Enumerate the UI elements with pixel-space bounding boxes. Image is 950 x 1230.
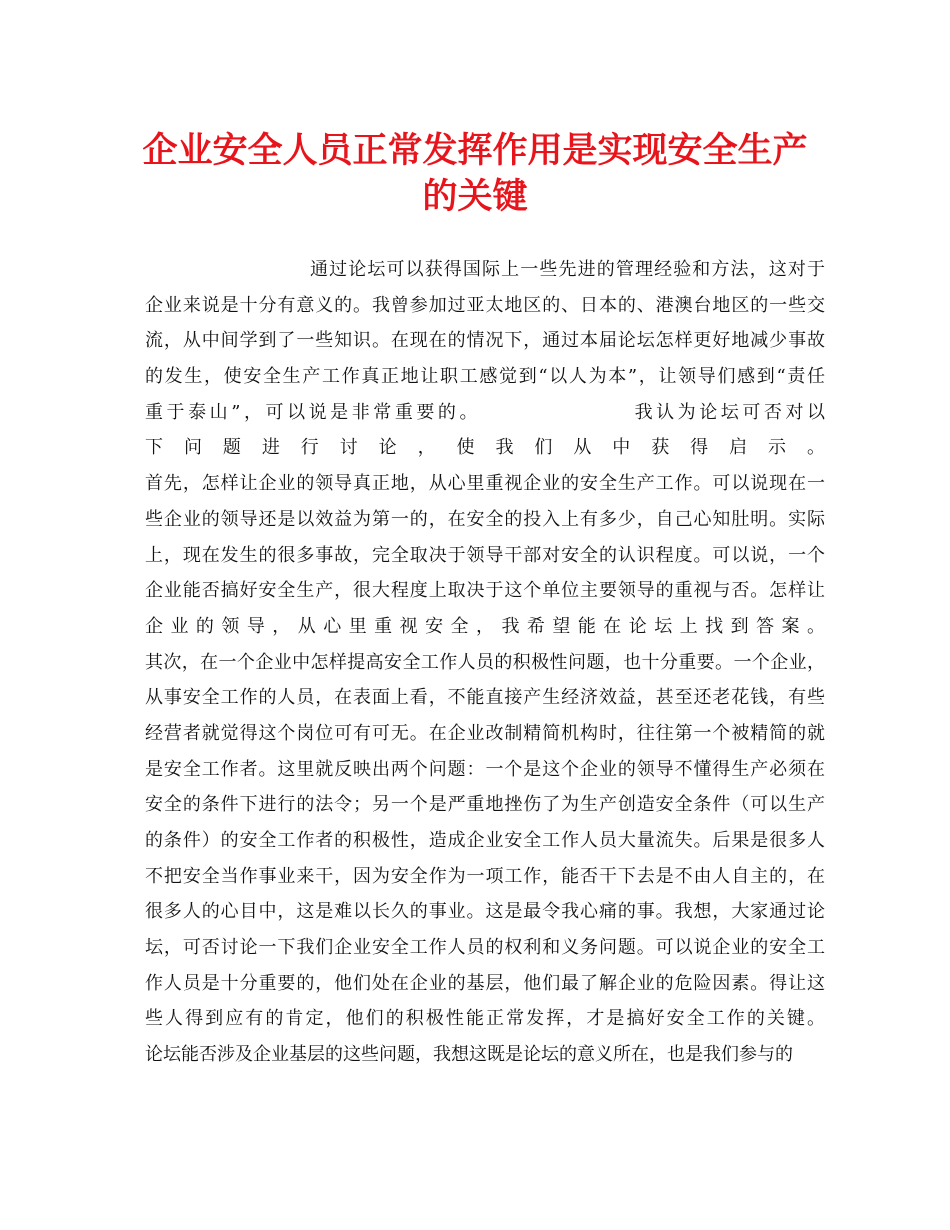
paragraph-line: 其次，在一个企业中怎样提高安全工作人员的积极性问题，也十分重要。一个企业， xyxy=(145,651,825,673)
paragraph-line: 企业来说是十分有意义的。我曾参加过亚太地区的、日本的、港澳台地区的一些交 xyxy=(145,294,825,316)
paragraph-line xyxy=(145,395,825,431)
document-title-line-2: 的关键 xyxy=(422,176,528,217)
paragraph-line: 上，现在发生的很多事故，完全取决于领导干部对安全的认识程度。可以说，一个 xyxy=(145,544,825,566)
paragraph-line: 安全的条件下进行的法令；另一个是严重地挫伤了为生产创造安全条件（可以生产 xyxy=(145,794,825,816)
paragraph-line: 的条件）的安全工作者的积极性，造成企业安全工作人员大量流失。后果是很多人 xyxy=(145,830,825,851)
paragraph-line: 些人得到应有的肯定，他们的积极性能正常发挥，才是搞好安全工作的关键。 xyxy=(145,1008,825,1030)
paragraph-line: 论坛能否涉及企业基层的这些问题，我想这既是论坛的意义所在，也是我们参与的 xyxy=(145,1044,793,1066)
paragraph-line: 是安全工作者。这里就反映出两个问题：一个是这个企业的领导不懂得生产必须在 xyxy=(145,758,825,780)
paragraph-line: 企业的领导，从心里重视安全，我希望能在论坛上找到答案。 xyxy=(145,615,825,637)
paragraph-line: 经营者就觉得这个岗位可有可无。在企业改制精简机构时，往往第一个被精简的就 xyxy=(145,722,825,744)
document-body xyxy=(145,252,825,1073)
paragraph-line: 坛，可否讨论一下我们企业安全工作人员的权利和义务问题。可以说企业的安全工 xyxy=(145,937,825,959)
paragraph-line: 下问题进行讨论，使我们从中获得启示。 xyxy=(145,437,825,459)
paragraph-line: 作人员是十分重要的，他们处在企业的基层，他们最了解企业的危险因素。得让这 xyxy=(145,972,825,994)
paragraph-line-right: 我认为论坛可否对以 xyxy=(631,401,825,423)
paragraph-line: 很多人的心目中，这是难以长久的事业。这是最令我心痛的事。我想，大家通过论 xyxy=(145,901,825,923)
paragraph-line: 的发生，使安全生产工作真正地让职工感觉到“以人为本”，让领导们感到“责任 xyxy=(145,366,825,388)
paragraph-line: 流，从中间学到了一些知识。在现在的情况下，通过本届论坛怎样更好地减少事故 xyxy=(145,330,825,352)
paragraph-line: 从事安全工作的人员，在表面上看，不能直接产生经济效益，甚至还老花钱，有些 xyxy=(145,687,825,709)
paragraph-line: 企业能否搞好安全生产，很大程度上取决于这个单位主要领导的重视与否。怎样让 xyxy=(145,580,825,602)
paragraph-line: 首先，怎样让企业的领导真正地，从心里重视企业的安全生产工作。可以说现在一 xyxy=(145,473,825,495)
paragraph-line-left: 重于泰山”，可以说是非常重要的。 xyxy=(145,401,482,423)
paragraph-line: 不把安全当作事业来干，因为安全作为一项工作，能否干下去是不由人自主的，在 xyxy=(145,865,825,887)
paragraph-line: 通过论坛可以获得国际上一些先进的管理经验和方法，这对于 xyxy=(310,259,825,280)
document-title-line-1: 企业安全人员正常发挥作用是实现安全生产 xyxy=(142,130,808,171)
paragraph-line: 些企业的领导还是以效益为第一的，在安全的投入上有多少，自己心知肚明。实际 xyxy=(145,508,825,530)
